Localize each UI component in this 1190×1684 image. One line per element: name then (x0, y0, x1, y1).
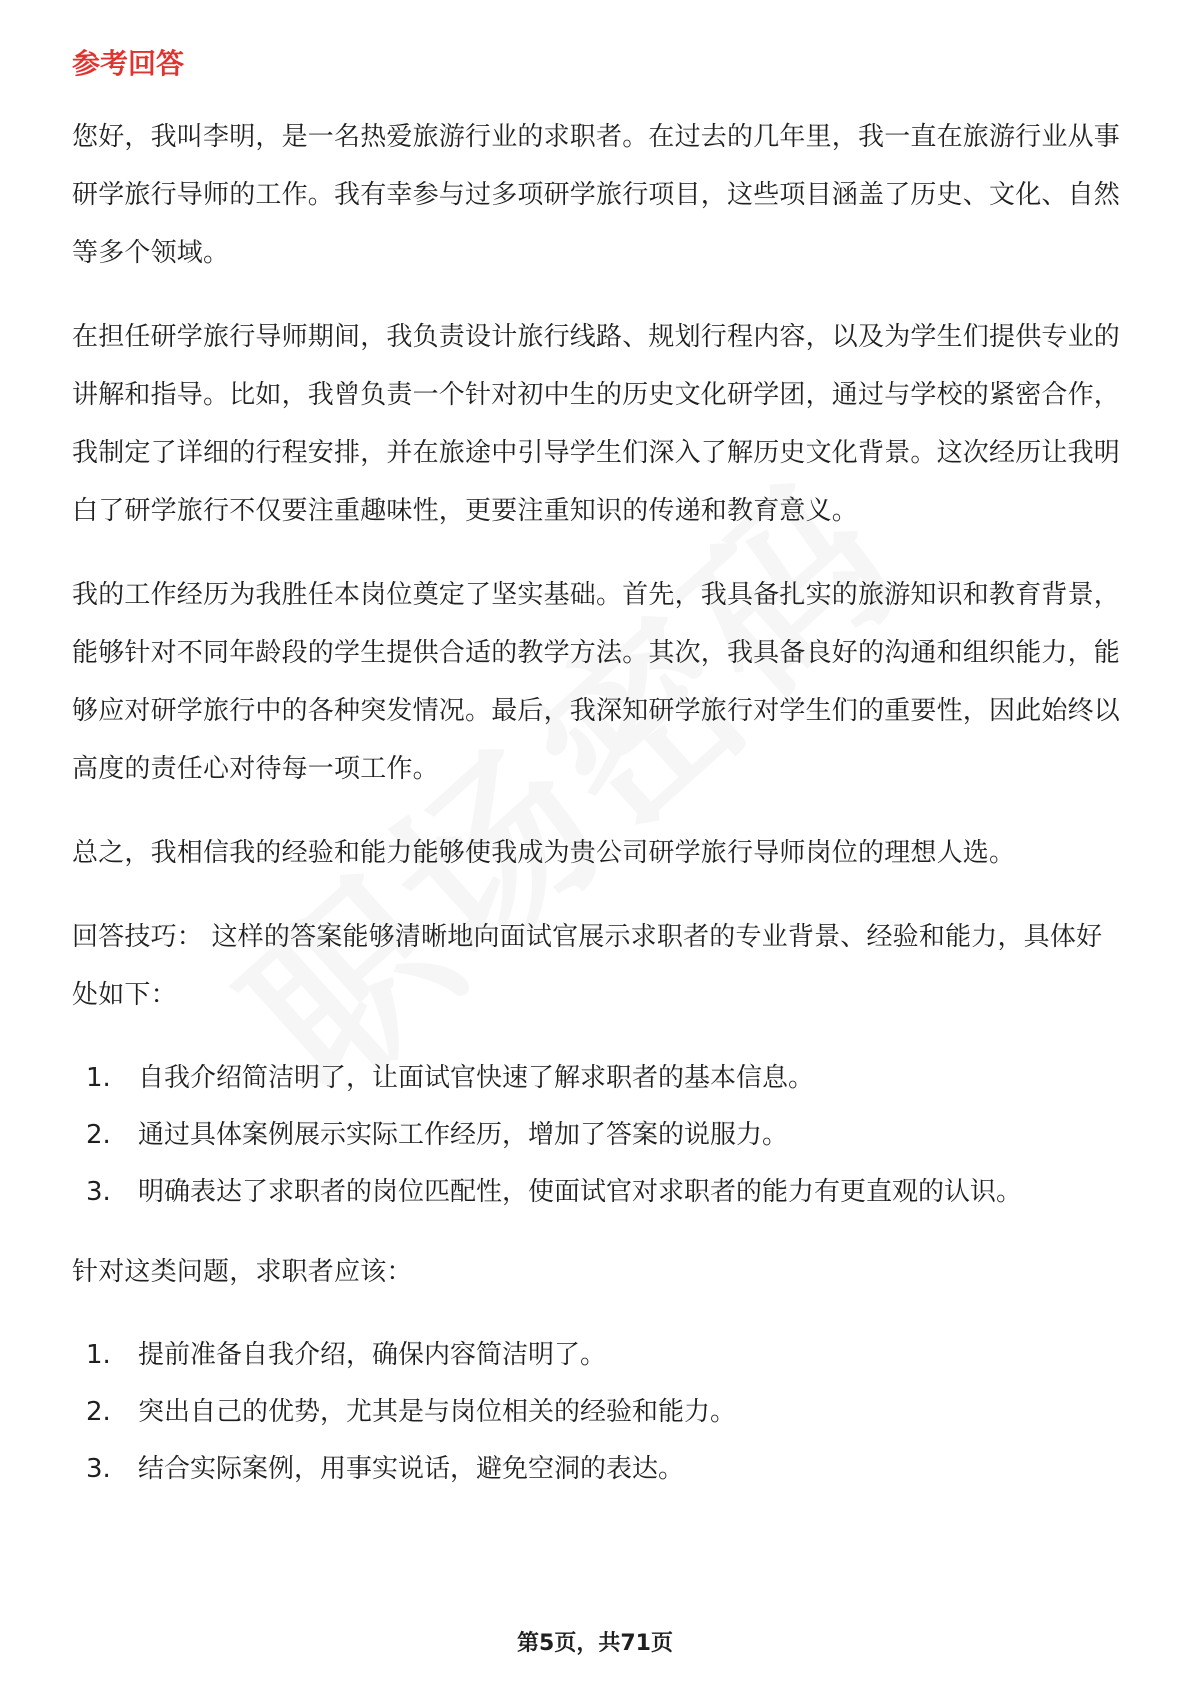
list-number: 1. (86, 1063, 111, 1093)
list-text: 自我介绍简洁明了，让面试官快速了解求职者的基本信息。 (138, 1063, 815, 1093)
list-item (72, 1050, 1122, 1107)
benefits-list (72, 1050, 1122, 1221)
page-footer: 第5页，共71页 (517, 1631, 673, 1656)
list-item (72, 1327, 1122, 1384)
list-number: 2. (86, 1397, 111, 1427)
list-number: 1. (86, 1340, 111, 1370)
document-body (72, 44, 1122, 1520)
list-item (72, 1384, 1122, 1441)
list-number: 3. (86, 1177, 111, 1207)
list-text: 突出自己的优势，尤其是与岗位相关的经验和能力。 (138, 1397, 737, 1427)
list-item (72, 1441, 1122, 1498)
list-number: 3. (86, 1454, 111, 1484)
list-item (72, 1164, 1122, 1221)
list-text: 通过具体案例展示实际工作经历，增加了答案的说服力。 (138, 1120, 789, 1150)
paragraph-summary: 总之，我相信我的经验和能力能够使我成为贵公司研学旅行导师岗位的理想人选。 (72, 838, 1016, 868)
list-text: 结合实际案例，用事实说话，避免空洞的表达。 (138, 1454, 685, 1484)
list-item (72, 1107, 1122, 1164)
list-text: 提前准备自我介绍，确保内容简洁明了。 (138, 1340, 607, 1370)
section-title: 参考回答 (72, 47, 185, 80)
list-text: 明确表达了求职者的岗位匹配性，使面试官对求职者的能力有更直观的认识。 (138, 1177, 1023, 1207)
paragraph-intro: 您好，我叫李明，是一名热爱旅游行业的求职者。在过去的几年里，我一直在旅游行业从事研学旅行导师的工作。我有幸参与过多项研学旅行项目，这些项目涵盖了历史、文化、自然等多个领域。 (72, 122, 1121, 268)
list-number: 2. (86, 1120, 111, 1150)
paragraph-qualifications: 我的工作经历为我胜任本岗位奠定了坚实基础。首先，我具备扎实的旅游知识和教育背景，能够针对不同年龄段的学生提供合适的教学方法。其次，我具备良好的沟通和组织能力，能够应对研学旅行中的各种突发情况。最后，我深知研学旅行对学生们的重要性，因此始终以高度的责任心对待每一项工作。 (72, 580, 1121, 784)
advice-list (72, 1327, 1122, 1498)
paragraph-advice-intro: 针对这类问题，求职者应该： (72, 1257, 413, 1287)
paragraph-experience: 在担任研学旅行导师期间，我负责设计旅行线路、规划行程内容，以及为学生们提供专业的讲解和指导。比如，我曾负责一个针对初中生的历史文化研学团，通过与学校的紧密合作，我制定了详细的行程安排，并在旅途中引导学生们深入了解历史文化背景。这次经历让我明白了研学旅行不仅要注重趣味性，更要注重知识的传递和教育意义。 (72, 322, 1121, 526)
paragraph-tips: 回答技巧： 这样的答案能够清晰地向面试官展示求职者的专业背景、经验和能力，具体好处如下： (72, 922, 1103, 1010)
